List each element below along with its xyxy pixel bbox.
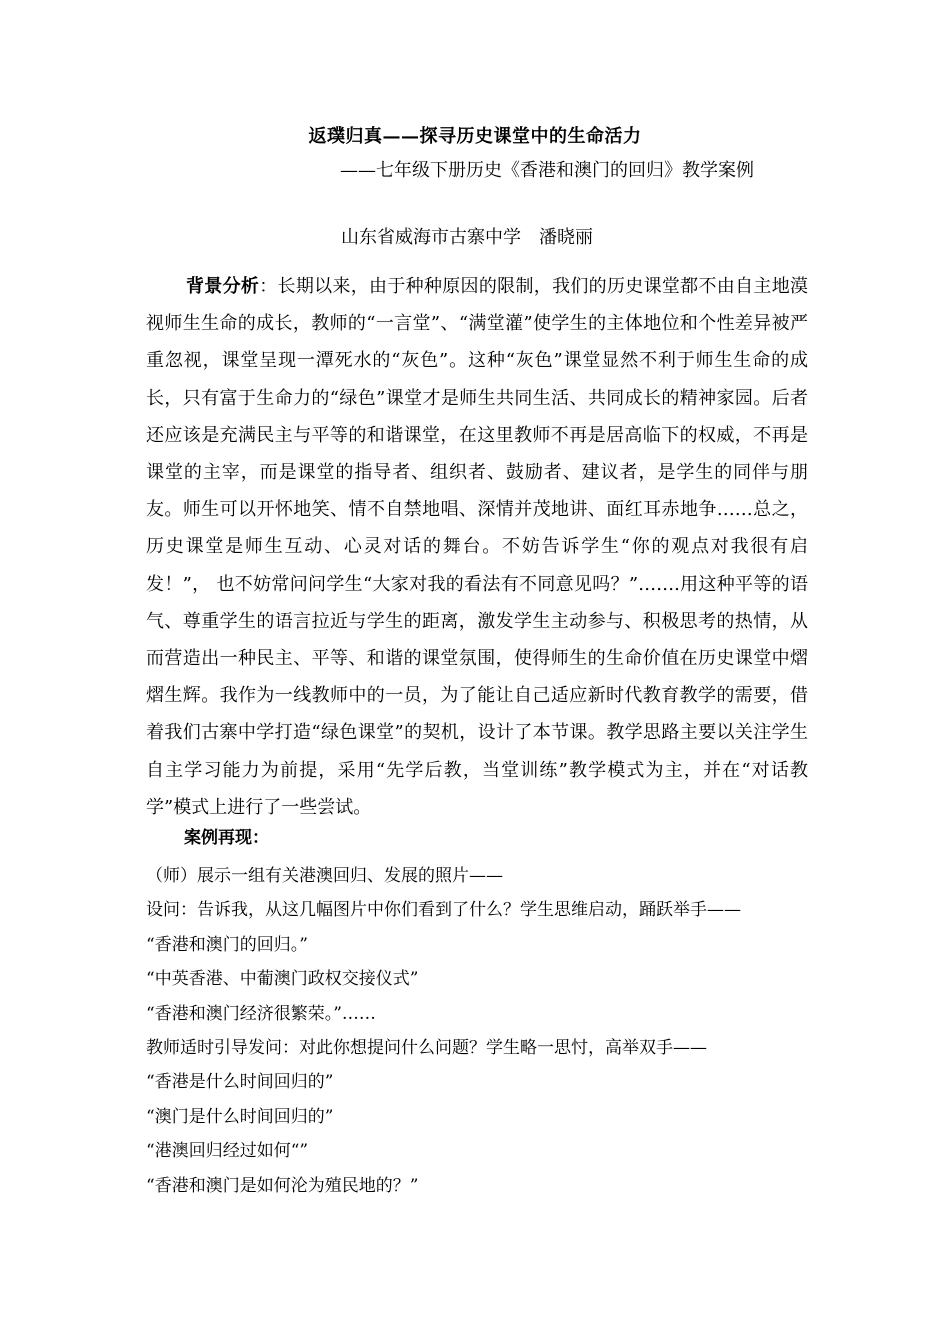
case-line: “香港和澳门是如何沦为殖民地的？”	[146, 1175, 419, 1196]
background-paragraph	[146, 268, 808, 826]
author-line: 山东省威海市古寨中学 潘晓丽	[341, 227, 593, 248]
case-line: （师）展示一组有关港澳回归、发展的照片——	[146, 866, 503, 886]
case-line: “香港是什么时间回归的”	[146, 1072, 334, 1093]
case-line: “中英香港、中葡澳门政权交接仪式”	[146, 969, 419, 990]
case-lines	[146, 859, 816, 1203]
document-subtitle: ——七年级下册历史《香港和澳门的回归》教学案例	[340, 160, 754, 181]
background-text: ：长期以来，由于种种原因的限制，我们的历史课堂都不由自主地漠视师生生命的成长，教师的“一言堂”、“满堂灌”使学生的主体地位和个性差异被严重忽视，课堂呈现一潭死水的“灰色”。这种“灰色”课堂显然不利于师生生命的成长，只有富于生命力的“绿色”课堂才是师生共同生活、共同成长的精神家园。后者还应该是充满民主与平等的和谐课堂，在这里教师不再是居高临下的权威，不再是课堂的主宰，而是课堂的指导者、组织者、鼓励者、建议者，是学生的同伴与朋友。师生可以开怀地笑、情不自禁地唱、深情并茂地讲、面红耳赤地争……总之，历史课堂是师生互动、心灵对话的舞台。不妨告诉学生“你的观点对我很有启发！”， 也不妨常问问学生“大家对我的看法有不同意见吗？”…….用这种平等的语气、尊重学生的语言拉近与学生的距离，激发学生主动参与、积极思考的热情，从而营造出一种民主、平等、和谐的课堂氛围，使得师生的生命价值在历史课堂中熠熠生辉。我作为一线教师中的一员，为了能让自己适应新时代教育教学的需要，借着我们古寨中学打造“绿色课堂”的契机，设计了本节课。教学思路主要以关注学生自主学习能力为前提，采用“先学后教，当堂训练”教学模式为主，并在“对话教学”模式上进行了一些尝试。	[146, 276, 809, 818]
case-line: “港澳回归经过如何“”	[146, 1141, 309, 1162]
case-heading: 案例再现：	[184, 828, 269, 848]
case-line: 教师适时引导发问：对此你想提问什么问题？学生略一思忖，高举双手——	[146, 1037, 707, 1058]
background-label: 背景分析	[186, 276, 260, 297]
case-line: “香港和澳门经济很繁荣。”……	[146, 1003, 376, 1024]
case-line: “香港和澳门的回归。”	[146, 934, 308, 955]
document-title: 返璞归真——探寻历史课堂中的生命活力	[308, 126, 642, 147]
case-line: “澳门是什么时间回归的”	[146, 1106, 334, 1127]
case-line: 设问：告诉我，从这几幅图片中你们看到了什么？学生思维启动，踊跃举手——	[146, 900, 741, 921]
